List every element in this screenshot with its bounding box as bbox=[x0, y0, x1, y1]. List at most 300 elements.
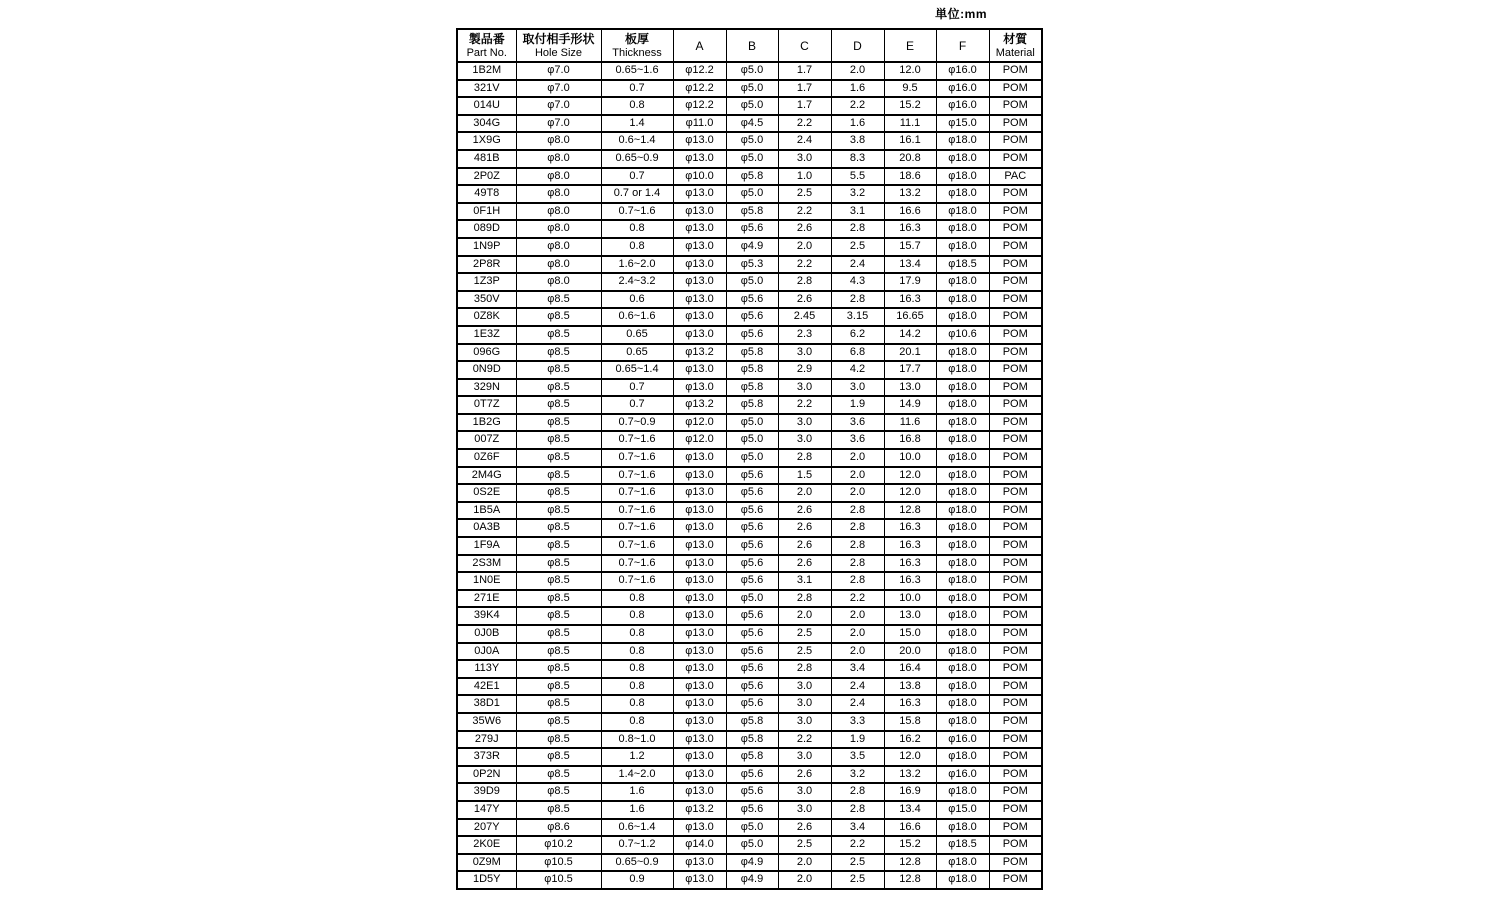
table-cell: φ5.6 bbox=[726, 484, 778, 502]
table-cell: φ13.0 bbox=[673, 519, 726, 537]
table-cell: φ7.0 bbox=[516, 97, 601, 115]
table-cell: φ13.0 bbox=[673, 537, 726, 555]
table-cell: 2.2 bbox=[831, 590, 884, 608]
table-cell: 3.0 bbox=[778, 783, 831, 801]
table-cell: POM bbox=[989, 643, 1042, 661]
table-row bbox=[457, 80, 1042, 98]
table-cell: 3.0 bbox=[778, 431, 831, 449]
table-cell: 3.0 bbox=[778, 695, 831, 713]
table-cell: 3.6 bbox=[831, 414, 884, 432]
table-cell: 17.9 bbox=[884, 273, 936, 291]
table-cell: 1N9P bbox=[457, 238, 516, 256]
table-cell: 2.2 bbox=[778, 203, 831, 221]
table-cell: φ8.0 bbox=[516, 256, 601, 274]
table-cell: φ16.0 bbox=[936, 97, 989, 115]
table-cell: 329N bbox=[457, 379, 516, 397]
table-cell: φ5.6 bbox=[726, 537, 778, 555]
table-cell: φ13.0 bbox=[673, 484, 726, 502]
table-cell: φ16.0 bbox=[936, 62, 989, 80]
col-header-part-no-en: Part No. bbox=[466, 46, 507, 59]
table-cell: 3.0 bbox=[778, 344, 831, 362]
table-cell: 113Y bbox=[457, 660, 516, 678]
table-cell: 1F9A bbox=[457, 537, 516, 555]
table-cell: 0.7~1.6 bbox=[601, 467, 673, 485]
table-cell: φ13.0 bbox=[673, 643, 726, 661]
table-cell: 10.0 bbox=[884, 449, 936, 467]
table-cell: POM bbox=[989, 572, 1042, 590]
table-cell: 2.9 bbox=[778, 361, 831, 379]
table-cell: 11.6 bbox=[884, 414, 936, 432]
table-cell: 16.6 bbox=[884, 819, 936, 837]
table-cell: φ15.0 bbox=[936, 801, 989, 819]
table-cell: φ18.5 bbox=[936, 836, 989, 854]
table-cell: φ5.8 bbox=[726, 379, 778, 397]
table-cell: 1.6 bbox=[601, 801, 673, 819]
table-cell: φ13.0 bbox=[673, 572, 726, 590]
table-row bbox=[457, 484, 1042, 502]
table-cell: 0J0A bbox=[457, 643, 516, 661]
table-cell: 12.0 bbox=[884, 484, 936, 502]
table-cell: 2.45 bbox=[778, 308, 831, 326]
table-cell: 0.6 bbox=[601, 291, 673, 309]
table-cell: 16.4 bbox=[884, 660, 936, 678]
table-cell: φ5.6 bbox=[726, 308, 778, 326]
table-cell: φ5.6 bbox=[726, 695, 778, 713]
table-cell: 0.65~1.6 bbox=[601, 62, 673, 80]
table-cell: φ7.0 bbox=[516, 115, 601, 133]
table-cell: POM bbox=[989, 713, 1042, 731]
table-cell: φ8.5 bbox=[516, 502, 601, 520]
table-cell: 3.4 bbox=[831, 660, 884, 678]
table-cell: 3.3 bbox=[831, 713, 884, 731]
table-cell: 2.2 bbox=[778, 731, 831, 749]
table-cell: 12.0 bbox=[884, 467, 936, 485]
table-cell: φ8.5 bbox=[516, 678, 601, 696]
table-cell: 2.5 bbox=[778, 643, 831, 661]
table-cell: 3.6 bbox=[831, 431, 884, 449]
table-cell: 16.1 bbox=[884, 132, 936, 150]
table-cell: φ13.0 bbox=[673, 854, 726, 872]
table-cell: φ8.5 bbox=[516, 783, 601, 801]
table-cell: 42E1 bbox=[457, 678, 516, 696]
table-row bbox=[457, 783, 1042, 801]
table-cell: 2.8 bbox=[831, 502, 884, 520]
table-cell: φ18.0 bbox=[936, 185, 989, 203]
table-row bbox=[457, 590, 1042, 608]
table-cell: φ13.0 bbox=[673, 132, 726, 150]
table-cell: φ13.0 bbox=[673, 502, 726, 520]
table-cell: 014U bbox=[457, 97, 516, 115]
col-header-e: E bbox=[884, 29, 936, 62]
spec-table-body bbox=[457, 62, 1042, 889]
col-header-material-en: Material bbox=[995, 46, 1035, 59]
table-cell: 35W6 bbox=[457, 713, 516, 731]
table-cell: φ18.0 bbox=[936, 695, 989, 713]
table-cell: φ18.0 bbox=[936, 660, 989, 678]
table-cell: 16.9 bbox=[884, 783, 936, 801]
table-cell: 0.65~0.9 bbox=[601, 150, 673, 168]
table-cell: 16.6 bbox=[884, 203, 936, 221]
table-row bbox=[457, 625, 1042, 643]
table-cell: φ18.0 bbox=[936, 819, 989, 837]
table-cell: 0.7~1.6 bbox=[601, 484, 673, 502]
table-cell: 0.7 or 1.4 bbox=[601, 185, 673, 203]
table-cell: 2.2 bbox=[778, 396, 831, 414]
table-cell: φ18.0 bbox=[936, 431, 989, 449]
table-cell: 207Y bbox=[457, 819, 516, 837]
table-cell: PAC bbox=[989, 168, 1042, 186]
col-header-material bbox=[989, 29, 1042, 62]
table-cell: φ5.6 bbox=[726, 660, 778, 678]
spec-table bbox=[456, 28, 1043, 890]
table-cell: 13.0 bbox=[884, 607, 936, 625]
table-cell: 20.0 bbox=[884, 643, 936, 661]
table-cell: φ8.6 bbox=[516, 819, 601, 837]
table-cell: 0Z9M bbox=[457, 854, 516, 872]
table-cell: 1.9 bbox=[831, 731, 884, 749]
table-row bbox=[457, 555, 1042, 573]
table-cell: POM bbox=[989, 695, 1042, 713]
table-cell: 3.15 bbox=[831, 308, 884, 326]
table-cell: 2.8 bbox=[831, 783, 884, 801]
table-cell: φ10.2 bbox=[516, 836, 601, 854]
table-cell: φ12.2 bbox=[673, 62, 726, 80]
table-row bbox=[457, 819, 1042, 837]
table-cell: φ18.0 bbox=[936, 344, 989, 362]
table-row bbox=[457, 344, 1042, 362]
table-cell: 13.2 bbox=[884, 185, 936, 203]
table-cell: φ13.0 bbox=[673, 449, 726, 467]
table-cell: POM bbox=[989, 678, 1042, 696]
table-cell: φ8.5 bbox=[516, 695, 601, 713]
table-cell: POM bbox=[989, 836, 1042, 854]
table-cell: 0.7~0.9 bbox=[601, 414, 673, 432]
table-cell: φ12.2 bbox=[673, 97, 726, 115]
table-cell: φ5.8 bbox=[726, 361, 778, 379]
table-cell: 0.8 bbox=[601, 625, 673, 643]
table-cell: φ18.0 bbox=[936, 291, 989, 309]
table-cell: φ4.9 bbox=[726, 238, 778, 256]
table-row bbox=[457, 748, 1042, 766]
table-cell: φ18.0 bbox=[936, 854, 989, 872]
table-cell: φ4.9 bbox=[726, 871, 778, 889]
table-cell: φ18.0 bbox=[936, 537, 989, 555]
table-cell: φ18.0 bbox=[936, 625, 989, 643]
table-cell: φ18.0 bbox=[936, 168, 989, 186]
table-cell: 0.7~1.6 bbox=[601, 502, 673, 520]
col-header-thickness-jp: 板厚 bbox=[624, 31, 649, 46]
table-cell: 1.6~2.0 bbox=[601, 256, 673, 274]
table-cell: 304G bbox=[457, 115, 516, 133]
table-cell: φ5.8 bbox=[726, 203, 778, 221]
table-cell: 0.65 bbox=[601, 344, 673, 362]
table-cell: φ18.0 bbox=[936, 150, 989, 168]
table-cell: 9.5 bbox=[884, 80, 936, 98]
table-cell: 2.0 bbox=[831, 62, 884, 80]
table-cell: 3.0 bbox=[778, 678, 831, 696]
table-row bbox=[457, 168, 1042, 186]
table-row bbox=[457, 871, 1042, 889]
table-cell: 0.8 bbox=[601, 660, 673, 678]
table-cell: 007Z bbox=[457, 431, 516, 449]
table-row bbox=[457, 273, 1042, 291]
table-cell: 1.2 bbox=[601, 748, 673, 766]
table-cell: 0.9 bbox=[601, 871, 673, 889]
table-cell: φ7.0 bbox=[516, 62, 601, 80]
table-cell: 2.6 bbox=[778, 519, 831, 537]
table-row bbox=[457, 519, 1042, 537]
table-cell: 1N0E bbox=[457, 572, 516, 590]
table-cell: 2M4G bbox=[457, 467, 516, 485]
table-row bbox=[457, 678, 1042, 696]
table-cell: φ18.0 bbox=[936, 555, 989, 573]
table-cell: 15.7 bbox=[884, 238, 936, 256]
table-cell: 279J bbox=[457, 731, 516, 749]
table-cell: POM bbox=[989, 203, 1042, 221]
table-cell: φ5.6 bbox=[726, 519, 778, 537]
table-row bbox=[457, 361, 1042, 379]
table-cell: φ18.0 bbox=[936, 783, 989, 801]
unit-label: 単位:mm bbox=[935, 7, 987, 21]
table-cell: φ5.6 bbox=[726, 555, 778, 573]
table-cell: 3.0 bbox=[778, 379, 831, 397]
table-cell: φ5.6 bbox=[726, 467, 778, 485]
table-cell: φ5.0 bbox=[726, 97, 778, 115]
table-cell: φ8.0 bbox=[516, 168, 601, 186]
table-cell: 0.8 bbox=[601, 678, 673, 696]
table-cell: 0.7 bbox=[601, 80, 673, 98]
table-cell: φ18.0 bbox=[936, 748, 989, 766]
table-row bbox=[457, 854, 1042, 872]
table-cell: 2S3M bbox=[457, 555, 516, 573]
table-cell: 15.2 bbox=[884, 97, 936, 115]
table-cell: φ8.0 bbox=[516, 203, 601, 221]
table-cell: 0.8 bbox=[601, 713, 673, 731]
table-cell: POM bbox=[989, 414, 1042, 432]
table-cell: 0.7~1.6 bbox=[601, 555, 673, 573]
table-cell: φ13.2 bbox=[673, 396, 726, 414]
table-cell: φ8.0 bbox=[516, 273, 601, 291]
table-cell: 2.0 bbox=[831, 467, 884, 485]
table-cell: φ18.0 bbox=[936, 238, 989, 256]
table-cell: 373R bbox=[457, 748, 516, 766]
table-cell: 0Z8K bbox=[457, 308, 516, 326]
table-cell: φ8.5 bbox=[516, 660, 601, 678]
table-cell: 2.8 bbox=[778, 590, 831, 608]
table-cell: 2.6 bbox=[778, 766, 831, 784]
table-cell: 15.2 bbox=[884, 836, 936, 854]
table-cell: φ5.6 bbox=[726, 678, 778, 696]
table-cell: 1.4 bbox=[601, 115, 673, 133]
table-row bbox=[457, 731, 1042, 749]
table-cell: φ5.0 bbox=[726, 273, 778, 291]
table-row bbox=[457, 836, 1042, 854]
table-cell: φ13.0 bbox=[673, 379, 726, 397]
table-cell: 0.8 bbox=[601, 607, 673, 625]
table-cell: φ13.0 bbox=[673, 695, 726, 713]
table-cell: 0.8 bbox=[601, 590, 673, 608]
table-cell: 271E bbox=[457, 590, 516, 608]
table-cell: φ5.6 bbox=[726, 801, 778, 819]
table-cell: 12.8 bbox=[884, 871, 936, 889]
table-cell: φ5.8 bbox=[726, 713, 778, 731]
table-cell: φ5.3 bbox=[726, 256, 778, 274]
col-header-part-no-jp: 製品番 bbox=[468, 31, 505, 46]
table-row bbox=[457, 643, 1042, 661]
table-cell: φ8.5 bbox=[516, 519, 601, 537]
table-cell: POM bbox=[989, 97, 1042, 115]
table-cell: φ8.0 bbox=[516, 185, 601, 203]
table-cell: 12.8 bbox=[884, 854, 936, 872]
table-row bbox=[457, 379, 1042, 397]
table-row bbox=[457, 291, 1042, 309]
table-cell: 18.6 bbox=[884, 168, 936, 186]
table-cell: POM bbox=[989, 238, 1042, 256]
table-cell: φ5.0 bbox=[726, 414, 778, 432]
table-cell: φ8.5 bbox=[516, 431, 601, 449]
table-row bbox=[457, 220, 1042, 238]
table-cell: 2.2 bbox=[778, 256, 831, 274]
table-cell: φ18.0 bbox=[936, 273, 989, 291]
table-cell: 2.0 bbox=[831, 607, 884, 625]
table-cell: POM bbox=[989, 379, 1042, 397]
table-cell: 3.1 bbox=[778, 572, 831, 590]
table-cell: 2.3 bbox=[778, 326, 831, 344]
table-cell: φ13.0 bbox=[673, 625, 726, 643]
table-row bbox=[457, 396, 1042, 414]
table-cell: 3.5 bbox=[831, 748, 884, 766]
table-cell: 2.8 bbox=[831, 555, 884, 573]
table-cell: 2.6 bbox=[778, 819, 831, 837]
table-cell: POM bbox=[989, 748, 1042, 766]
table-cell: POM bbox=[989, 484, 1042, 502]
table-cell: POM bbox=[989, 273, 1042, 291]
table-cell: 2.0 bbox=[778, 854, 831, 872]
table-cell: φ5.0 bbox=[726, 150, 778, 168]
table-cell: φ13.0 bbox=[673, 361, 726, 379]
table-cell: 2.8 bbox=[778, 660, 831, 678]
table-cell: 2.8 bbox=[831, 220, 884, 238]
table-cell: φ13.0 bbox=[673, 326, 726, 344]
table-cell: 15.0 bbox=[884, 625, 936, 643]
table-cell: φ18.0 bbox=[936, 220, 989, 238]
table-cell: φ10.5 bbox=[516, 854, 601, 872]
table-cell: 11.1 bbox=[884, 115, 936, 133]
table-cell: φ8.5 bbox=[516, 625, 601, 643]
col-header-hole-size-en: Hole Size bbox=[534, 46, 583, 59]
table-cell: φ13.0 bbox=[673, 291, 726, 309]
table-row bbox=[457, 801, 1042, 819]
table-cell: 16.3 bbox=[884, 695, 936, 713]
table-cell: φ18.0 bbox=[936, 871, 989, 889]
table-cell: φ12.0 bbox=[673, 431, 726, 449]
table-cell: 350V bbox=[457, 291, 516, 309]
table-row bbox=[457, 467, 1042, 485]
table-cell: 2.5 bbox=[778, 185, 831, 203]
table-cell: φ18.0 bbox=[936, 203, 989, 221]
table-cell: 0.8 bbox=[601, 220, 673, 238]
table-cell: φ5.0 bbox=[726, 449, 778, 467]
table-cell: φ18.0 bbox=[936, 132, 989, 150]
table-cell: 1E3Z bbox=[457, 326, 516, 344]
table-row bbox=[457, 97, 1042, 115]
table-cell: φ13.0 bbox=[673, 590, 726, 608]
table-cell: 2.8 bbox=[831, 519, 884, 537]
table-cell: φ7.0 bbox=[516, 80, 601, 98]
table-cell: φ18.0 bbox=[936, 713, 989, 731]
table-cell: 16.3 bbox=[884, 555, 936, 573]
table-cell: φ5.6 bbox=[726, 502, 778, 520]
table-cell: POM bbox=[989, 766, 1042, 784]
table-cell: POM bbox=[989, 607, 1042, 625]
table-cell: 2.2 bbox=[831, 97, 884, 115]
table-cell: φ13.0 bbox=[673, 185, 726, 203]
table-cell: φ8.5 bbox=[516, 291, 601, 309]
table-cell: φ18.0 bbox=[936, 519, 989, 537]
table-cell: φ10.0 bbox=[673, 168, 726, 186]
table-cell: 0.65~1.4 bbox=[601, 361, 673, 379]
table-cell: 0.7~1.6 bbox=[601, 572, 673, 590]
table-cell: 0.7 bbox=[601, 168, 673, 186]
table-cell: φ5.0 bbox=[726, 819, 778, 837]
table-cell: 3.1 bbox=[831, 203, 884, 221]
table-cell: 16.3 bbox=[884, 572, 936, 590]
table-cell: φ15.0 bbox=[936, 115, 989, 133]
table-cell: φ8.5 bbox=[516, 537, 601, 555]
table-cell: POM bbox=[989, 80, 1042, 98]
table-cell: φ18.0 bbox=[936, 607, 989, 625]
table-cell: 1.4~2.0 bbox=[601, 766, 673, 784]
table-cell: POM bbox=[989, 220, 1042, 238]
table-cell: φ8.5 bbox=[516, 748, 601, 766]
table-cell: POM bbox=[989, 291, 1042, 309]
table-cell: 2P8R bbox=[457, 256, 516, 274]
table-cell: φ5.6 bbox=[726, 291, 778, 309]
table-cell: 2.6 bbox=[778, 537, 831, 555]
table-cell: 12.0 bbox=[884, 748, 936, 766]
table-cell: POM bbox=[989, 344, 1042, 362]
table-cell: 49T8 bbox=[457, 185, 516, 203]
table-cell: 2.8 bbox=[831, 291, 884, 309]
table-cell: 1B2M bbox=[457, 62, 516, 80]
table-cell: 2.8 bbox=[831, 801, 884, 819]
table-cell: φ8.0 bbox=[516, 150, 601, 168]
table-cell: φ18.0 bbox=[936, 449, 989, 467]
table-cell: 16.3 bbox=[884, 519, 936, 537]
table-cell: 0T7Z bbox=[457, 396, 516, 414]
table-cell: φ5.6 bbox=[726, 220, 778, 238]
table-cell: 2.4 bbox=[831, 256, 884, 274]
table-cell: φ5.8 bbox=[726, 396, 778, 414]
table-cell: 0.7~1.2 bbox=[601, 836, 673, 854]
table-cell: 3.0 bbox=[778, 801, 831, 819]
table-cell: 1.7 bbox=[778, 80, 831, 98]
table-cell: POM bbox=[989, 256, 1042, 274]
table-cell: φ13.0 bbox=[673, 660, 726, 678]
table-cell: φ18.0 bbox=[936, 572, 989, 590]
table-cell: φ18.0 bbox=[936, 590, 989, 608]
table-row bbox=[457, 185, 1042, 203]
table-row bbox=[457, 607, 1042, 625]
table-cell: 13.4 bbox=[884, 256, 936, 274]
table-cell: φ5.6 bbox=[726, 326, 778, 344]
table-row bbox=[457, 537, 1042, 555]
table-cell: 2.0 bbox=[831, 625, 884, 643]
table-cell: 2.6 bbox=[778, 555, 831, 573]
table-cell: 17.7 bbox=[884, 361, 936, 379]
table-cell: φ18.0 bbox=[936, 379, 989, 397]
table-cell: 14.9 bbox=[884, 396, 936, 414]
